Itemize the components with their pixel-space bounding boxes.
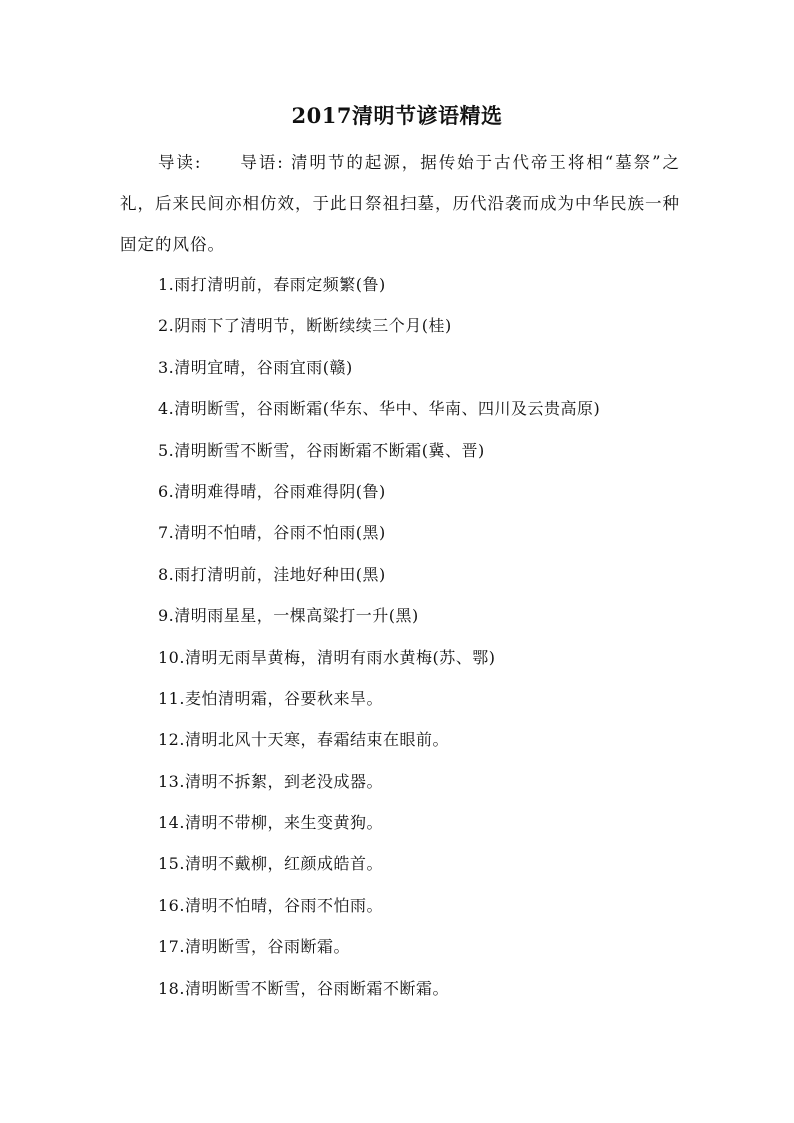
intro-paragraph <box>120 142 680 265</box>
proverb-item: 10.清明无雨旱黄梅，清明有雨水黄梅(苏、鄂) <box>158 647 496 667</box>
proverb-item: 1.雨打清明前，春雨定频繁(鲁) <box>158 275 386 294</box>
intro-text: 导语: 清明节的起源，据传始于古代帝王将相“墓祭”之礼，后来民间亦相仿效，于此日祭祖扫墓，历代沿袭而成为中华民族一种固定的风俗。 <box>120 153 680 254</box>
intro-lead: 导读: <box>157 153 202 172</box>
proverb-list <box>158 272 600 1017</box>
proverb-item: 14.清明不带柳，来生变黄狗。 <box>158 813 383 833</box>
proverb-item: 5.清明断雪不断雪，谷雨断霜不断霜(冀、晋) <box>158 440 485 460</box>
proverb-item: 15.清明不戴柳，红颜成皓首。 <box>158 854 383 874</box>
proverb-item: 2.阴雨下了清明节，断断续续三个月(桂) <box>158 316 452 336</box>
proverb-item: 6.清明难得晴，谷雨难得阴(鲁) <box>158 481 386 501</box>
proverb-item: 16.清明不怕晴，谷雨不怕雨。 <box>158 895 383 915</box>
proverb-item: 18.清明断雪不断雪，谷雨断霜不断霜。 <box>158 978 449 998</box>
proverb-item: 13.清明不拆絮，到老没成器。 <box>158 771 383 791</box>
document-title: 2017清明节谚语精选 <box>291 103 503 128</box>
proverb-item: 12.清明北风十天寒，春霜结束在眼前。 <box>158 730 449 750</box>
proverb-item: 7.清明不怕晴，谷雨不怕雨(黑) <box>158 523 386 543</box>
proverb-item: 9.清明雨星星，一棵高粱打一升(黑) <box>158 606 419 626</box>
proverb-item: 4.清明断雪，谷雨断霜(华东、华中、华南、四川及云贵高原) <box>158 399 601 419</box>
proverb-item: 17.清明断雪，谷雨断霜。 <box>158 937 350 957</box>
proverb-item: 8.雨打清明前，洼地好种田(黑) <box>158 564 386 584</box>
proverb-item: 3.清明宜晴，谷雨宜雨(赣) <box>158 357 353 377</box>
proverb-item: 11.麦怕清明霜，谷要秋来旱。 <box>158 688 383 708</box>
